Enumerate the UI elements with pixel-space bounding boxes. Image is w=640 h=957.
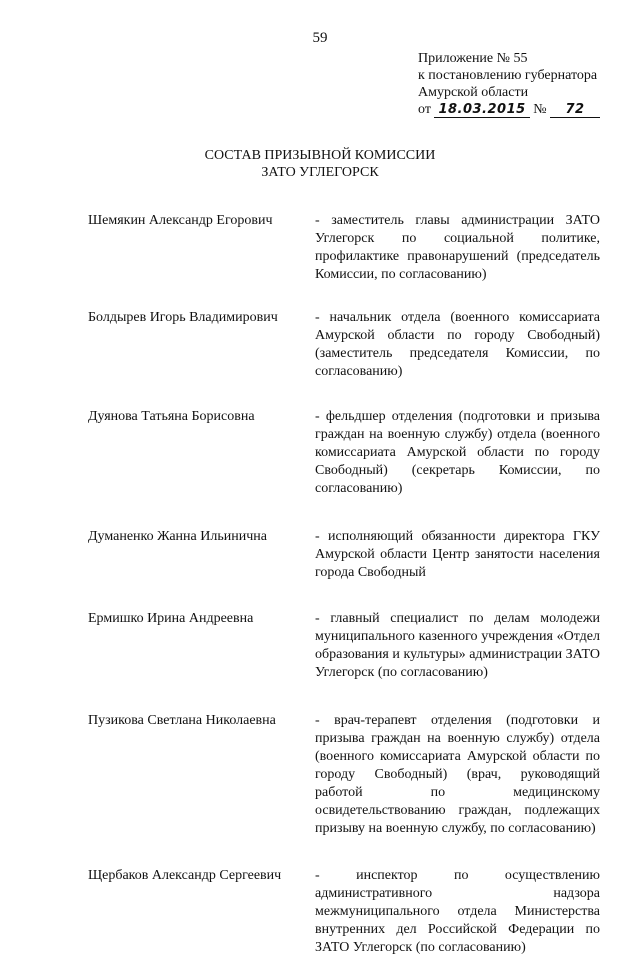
- member-row: [88, 212, 600, 284]
- page-number: 59: [312, 30, 328, 46]
- appendix-line-3: Амурской области: [418, 85, 529, 100]
- member-name: Думаненко Жанна Ильинична: [88, 529, 267, 544]
- member-name: Шемякин Александр Егорович: [88, 213, 273, 228]
- number-label: №: [533, 102, 547, 117]
- member-row: [88, 610, 600, 682]
- document-title: [0, 147, 640, 181]
- member-name: Пузикова Светлана Николаевна: [88, 713, 276, 728]
- member-row: [88, 408, 600, 498]
- member-role: - инспектор по осуществлению административного надзора межмуниципального отдела Министерства внутренних дел Российской Федерации по ЗАТО Углегорск (по согласованию): [315, 868, 600, 955]
- appendix-date-line: [418, 101, 600, 118]
- member-role: - заместитель главы администрации ЗАТО Углегорск по социальной политике, профилактике правонарушений (председатель Комиссии, по согласованию): [315, 213, 600, 282]
- member-role: - начальник отдела (военного комиссариата Амурской области по городу Свободный) (заместитель председателя Комиссии, по согласованию): [315, 310, 600, 379]
- title-line-1: СОСТАВ ПРИЗЫВНОЙ КОМИССИИ: [204, 148, 436, 163]
- member-name: Щербаков Александр Сергеевич: [88, 868, 282, 883]
- title-line-2: ЗАТО УГЛЕГОРСК: [261, 165, 379, 180]
- from-label: от: [418, 102, 431, 117]
- handwritten-date: 18.03.2015: [434, 103, 529, 118]
- member-row: [88, 528, 600, 582]
- member-role: - врач-терапевт отделения (подготовки и призыва граждан на военную службу) отдела (военного комиссариата Амурской области по городу Свободный) (врач, руководящий работой по медицинскому освидетельствованию граждан, подлежащих призыву на военную службу, по согласованию): [315, 713, 600, 836]
- member-row: [88, 309, 600, 381]
- member-name: Ермишко Ирина Андреевна: [88, 611, 254, 626]
- member-role: - главный специалист по делам молодежи муниципального казенного учреждения «Отдел образования и культуры» администрации ЗАТО Углегорск (по согласованию): [315, 611, 600, 680]
- members-list: [88, 212, 600, 957]
- appendix-line-2: к постановлению губернатора: [418, 68, 598, 83]
- member-role: - фельдшер отделения (подготовки и призыва граждан на военную службу) отдела (военного комиссариата Амурской области по городу Свободный) (секретарь Комиссии, по согласованию): [315, 409, 600, 496]
- appendix-header: [418, 50, 600, 118]
- member-row: [88, 867, 600, 957]
- member-name: Дуянова Татьяна Борисовна: [88, 409, 255, 424]
- handwritten-number: 72: [550, 103, 600, 118]
- appendix-line-1: Приложение № 55: [418, 51, 528, 66]
- member-role: - исполняющий обязанности директора ГКУ Амурской области Центр занятости населения города Свободный: [315, 529, 600, 580]
- member-name: Болдырев Игорь Владимирович: [88, 310, 278, 325]
- member-row: [88, 712, 600, 838]
